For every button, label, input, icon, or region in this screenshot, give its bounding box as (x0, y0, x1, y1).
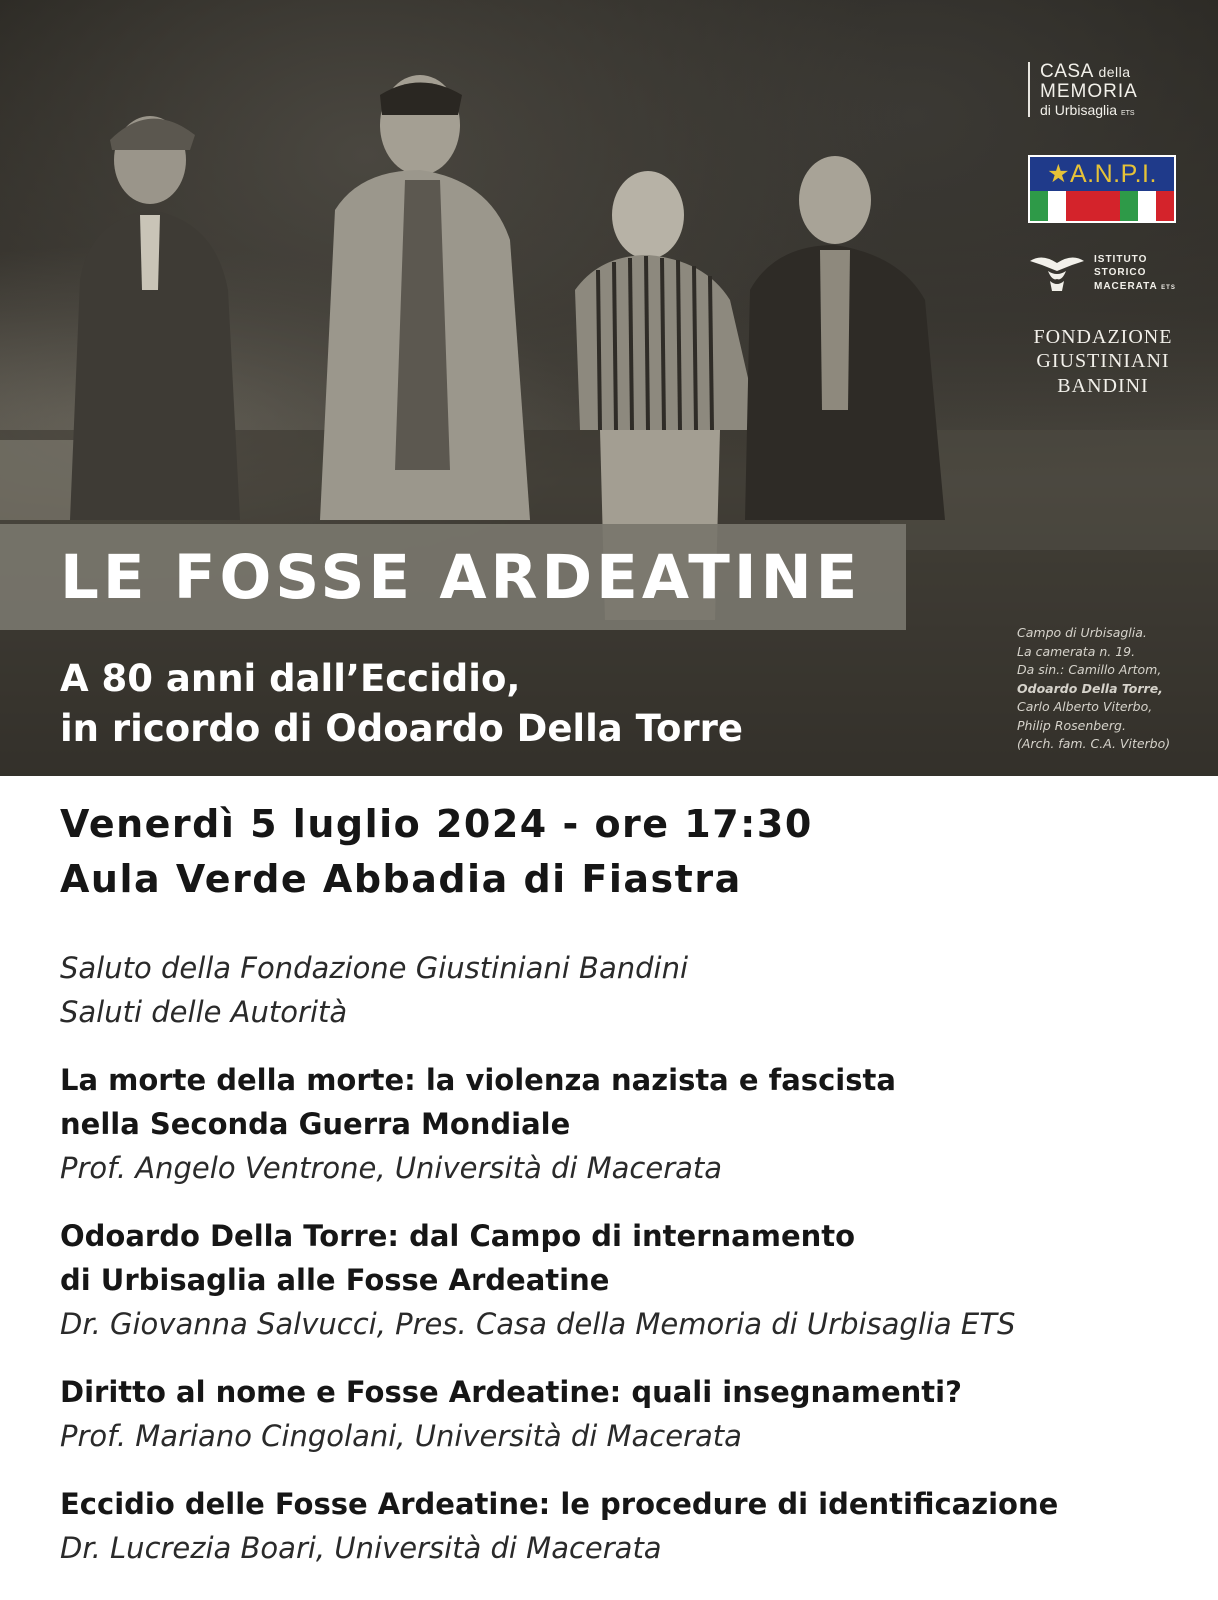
istituto-line3: MACERATA (1094, 280, 1158, 292)
caption-line: (Arch. fam. C.A. Viterbo) (1017, 736, 1171, 751)
partner-logos (998, 62, 1178, 398)
subtitle-line-2: in ricordo di Odoardo Della Torre (60, 707, 743, 750)
casa-logo-della: della (1098, 64, 1131, 80)
person-4-silhouette (745, 156, 945, 520)
event-title: LE FOSSE ARDEATINE (60, 542, 862, 613)
anpi-logo-text: ★A.N.P.I. (1047, 160, 1157, 188)
header-photo (0, 0, 1218, 776)
caption-line: Da sin.: Camillo Artom, (1017, 662, 1162, 677)
fondazione-giustiniani-bandini-logo (998, 325, 1178, 398)
caption-line-highlight: Odoardo Della Torre, (1017, 680, 1163, 696)
program-item (60, 1058, 1180, 1190)
program-item (60, 1482, 1180, 1570)
talk-speaker: Prof. Mariano Cingolani, Università di Macerata (60, 1419, 742, 1453)
italian-flags-strip (1030, 191, 1174, 221)
talk-title: La morte della morte: la violenza nazista e fascista (60, 1063, 896, 1097)
greeting-foundation: Saluto della Fondazione Giustiniani Bandini (60, 951, 689, 985)
caption-line: La camerata n. 19. (1017, 643, 1136, 659)
photo-caption (1017, 624, 1170, 754)
title-band (0, 524, 906, 630)
fondazione-line2: GIUSTINIANI (1036, 350, 1170, 373)
istituto-ets: ETS (1161, 284, 1176, 291)
talk-speaker: Dr. Lucrezia Boari, Università di Macerata (60, 1531, 662, 1565)
fondazione-line3: BANDINI (1057, 374, 1149, 397)
casa-logo-memoria: MEMORIA (1040, 81, 1138, 102)
istituto-line2: STORICO (1094, 267, 1147, 279)
casa-logo-urbisaglia: di Urbisaglia (1040, 102, 1118, 118)
person-2-silhouette (320, 75, 530, 520)
event-program (60, 946, 1180, 1570)
greeting-authorities: Saluti delle Autorità (60, 995, 348, 1029)
caption-line: Carlo Alberto Viterbo, (1017, 699, 1153, 714)
talk-title: nella Seconda Guerra Mondiale (60, 1107, 571, 1141)
event-when-where (60, 797, 813, 907)
talk-title: Eccidio delle Fosse Ardeatine: le procedure di identificazione (60, 1487, 1059, 1521)
caption-line: Campo di Urbisaglia. (1017, 625, 1147, 640)
caption-line: Philip Rosenberg. (1017, 717, 1126, 733)
event-subtitle (60, 654, 743, 754)
talk-title: Odoardo Della Torre: dal Campo di internamento (60, 1219, 856, 1253)
casa-logo-ets: ETS (1120, 110, 1135, 117)
casa-della-memoria-logo (1028, 62, 1178, 117)
program-item (60, 1214, 1180, 1346)
talk-speaker: Prof. Angelo Ventrone, Università di Macerata (60, 1151, 723, 1185)
person-1-silhouette (70, 116, 240, 520)
event-venue: Aula Verde Abbadia di Fiastra (60, 857, 742, 901)
anpi-logo (1028, 155, 1176, 223)
event-date-time: Venerdì 5 luglio 2024 - ore 17:30 (60, 802, 813, 846)
istituto-line1: ISTITUTO (1094, 253, 1148, 265)
istituto-emblem-icon (1028, 251, 1086, 295)
program-item (60, 1370, 1180, 1458)
talk-speaker: Dr. Giovanna Salvucci, Pres. Casa della Memoria di Urbisaglia ETS (60, 1307, 1016, 1341)
talk-title: Diritto al nome e Fosse Ardeatine: quali insegnamenti? (60, 1375, 962, 1409)
fondazione-line1: FONDAZIONE (1033, 326, 1173, 348)
subtitle-line-1: A 80 anni dall’Eccidio, (60, 657, 521, 700)
istituto-storico-logo (1028, 251, 1178, 295)
casa-logo-word: CASA (1040, 61, 1093, 82)
talk-title: di Urbisaglia alle Fosse Ardeatine (60, 1263, 610, 1297)
